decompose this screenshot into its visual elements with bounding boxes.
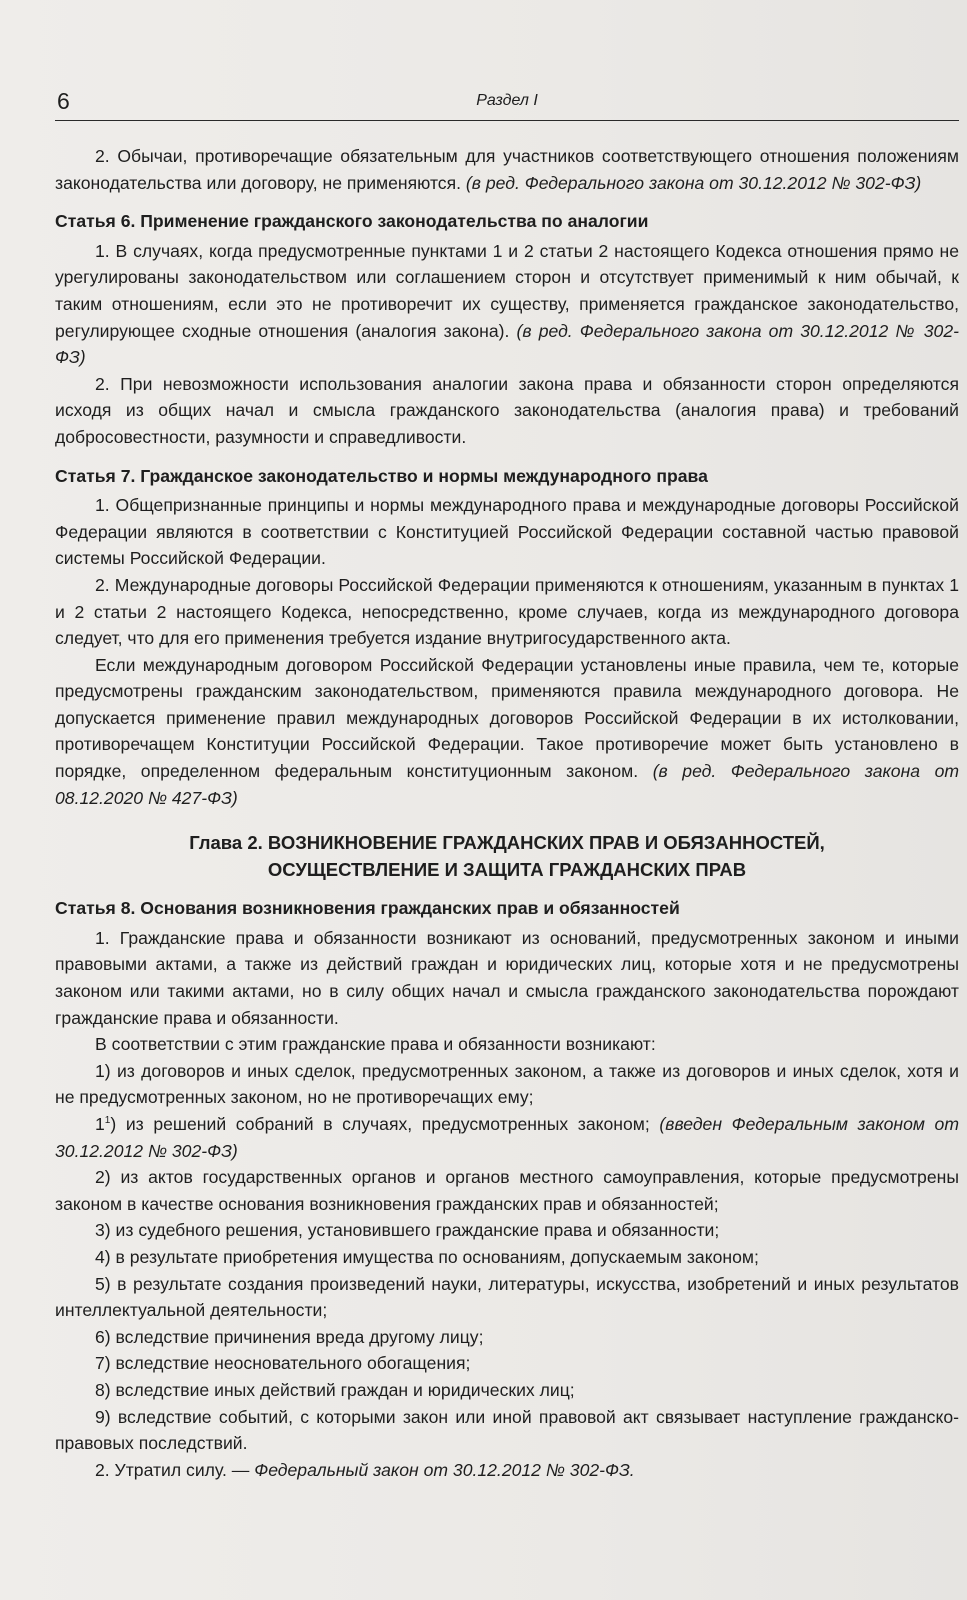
- section-title: Раздел I: [476, 92, 538, 109]
- paragraph: [55, 652, 959, 812]
- paragraph: [55, 1457, 959, 1484]
- article-heading: Статья 7. Гражданское законодательство и нормы международного права: [55, 465, 708, 486]
- paragraph-text: 2) из актов государственных органов и органов местного самоуправления, которые предусмотрены законом в качестве основания возникновения гражданских прав и обязанностей;: [55, 1167, 959, 1214]
- paragraph: [55, 572, 959, 652]
- paragraph: [55, 1244, 959, 1271]
- paragraph: [55, 1271, 959, 1324]
- running-head: [55, 86, 959, 121]
- paragraph-text: 5) в результате создания произведений науки, литературы, искусства, изобретений и иных результатов интеллектуальной деятельности;: [55, 1273, 959, 1321]
- paragraph-text: 7) вследствие неосновательного обогащения;: [95, 1353, 471, 1374]
- paragraph-text: 1) из договоров и иных сделок, предусмотренных законом, а также из договоров и иных сделок, хотя и не предусмотренных законом, но не противоречащих ему;: [55, 1060, 959, 1108]
- article-heading: Статья 8. Основания возникновения гражданских прав и обязанностей: [55, 898, 680, 919]
- amendment-note: (в ред. Федерального закона от 30.12.2012 № 302-ФЗ): [465, 172, 922, 193]
- paragraph: [55, 1111, 959, 1164]
- article-heading: Статья 6. Применение гражданского законодательства по аналогии: [55, 211, 649, 232]
- paragraph-text: 1. В случаях, когда предусмотренные пунктами 1 и 2 статьи 2 настоящего Кодекса отношения прямо не урегулированы законодательством или соглашением сторон и отсутствует применимый к ним обычай, к таким отношениям, если это не противоречит их существу, применяется гражданское законодательство, регулирующее сходные отношения (аналогия закона).: [55, 240, 959, 341]
- paragraph: [55, 371, 959, 451]
- paragraph: [55, 238, 959, 371]
- paragraph-text: 9) вследствие событий, с которыми закон или иной правовой акт связывает наступление гражданско-правовых последствий.: [55, 1406, 959, 1454]
- item-superscript: 1: [104, 1115, 111, 1127]
- paragraph: [55, 1324, 959, 1351]
- paragraph-text: 2. Международные договоры Российской Федерации применяются к отношениям, указанным в пунктах 1 и 2 статьи 2 настоящего Кодекса, непосредственно, кроме случаев, когда из международного договора следует, что для его применения требуется издание внутригосударственного акта.: [55, 574, 959, 649]
- paragraph-text: 1. Общепризнанные принципы и нормы международного права и международные договоры Российской Федерации являются в соответствии с Конституцией Российской Федерации составной частью правовой системы Российской Федерации.: [55, 495, 959, 569]
- paragraph-text: 1. Гражданские права и обязанности возникают из оснований, предусмотренных законом и иными правовыми актами, а также из действий граждан и юридических лиц, которые хотя и не предусмотрены законом или такими актами, но в силу общих начал и смысла гражданского законодательства порождают гражданские права и обязанности.: [55, 927, 959, 1028]
- amendment-note: (в ред. Федерального закона от 30.12.2012 № 302-ФЗ): [55, 320, 959, 368]
- paragraph: [55, 1031, 959, 1058]
- chapter-heading: [55, 829, 959, 883]
- paragraph-text: 2. При невозможности использования аналогии закона права и обязанности сторон определяются исходя из общих начал и смысла гражданского законодательства (аналогия права) и требований добросовестности, разумности и справедливости.: [55, 373, 959, 447]
- item-number: 1: [95, 1114, 105, 1134]
- paragraph: [55, 143, 959, 196]
- amendment-note: (введен Федеральным законом от 30.12.2012 № 302-ФЗ): [55, 1114, 959, 1161]
- amendment-note: Федеральный закон от 30.12.2012 № 302-ФЗ.: [254, 1459, 635, 1480]
- paragraph-text: 6) вследствие причинения вреда другому лицу;: [95, 1326, 484, 1347]
- paragraph: [55, 492, 959, 572]
- chapter-heading-line: Глава 2. ВОЗНИКНОВЕНИЕ ГРАЖДАНСКИХ ПРАВ И ОБЯЗАННОСТЕЙ,: [189, 832, 825, 854]
- paragraph-text: 3) из судебного решения, установившего гражданские права и обязанности;: [95, 1220, 720, 1241]
- document-body: [55, 143, 959, 1483]
- page-number: 6: [57, 88, 70, 114]
- paragraph: [55, 1350, 959, 1377]
- amendment-note: (в ред. Федерального закона от 08.12.2020 № 427-ФЗ): [55, 761, 960, 808]
- paragraph: [55, 1058, 959, 1111]
- paragraph: [55, 1377, 959, 1404]
- paragraph-text: 4) в результате приобретения имущества по основаниям, допускаемым законом;: [95, 1246, 759, 1267]
- paragraph-text: 8) вследствие иных действий граждан и юридических лиц;: [95, 1379, 575, 1400]
- paragraph: [55, 925, 959, 1031]
- paragraph-text: В соответствии с этим гражданские права и обязанности возникают:: [95, 1034, 656, 1055]
- paragraph-text: Если международным договором Российской Федерации установлены иные правила, чем те, которые предусмотрены гражданским законодательством, применяются правила международного договора. Не допускается применение правил международных договоров Российской Федерации в их истолковании, противоречащем Конституции Российской Федерации. Такое противоречие может быть установлено в порядке, определенном федеральным конституционным законом.: [55, 654, 959, 782]
- paragraph: [55, 1164, 959, 1217]
- paragraph-text: ) из решений собраний в случаях, предусмотренных законом;: [110, 1114, 650, 1134]
- paragraph: [55, 1404, 959, 1457]
- chapter-heading-line: ОСУЩЕСТВЛЕНИЕ И ЗАЩИТА ГРАЖДАНСКИХ ПРАВ: [267, 859, 747, 881]
- paragraph-text: 2. Обычаи, противоречащие обязательным для участников соответствующего отношения положениям законодательства или договору, не применяются.: [55, 146, 959, 193]
- paragraph: [55, 1217, 959, 1244]
- paragraph-text: 2. Утратил силу. —: [95, 1459, 250, 1480]
